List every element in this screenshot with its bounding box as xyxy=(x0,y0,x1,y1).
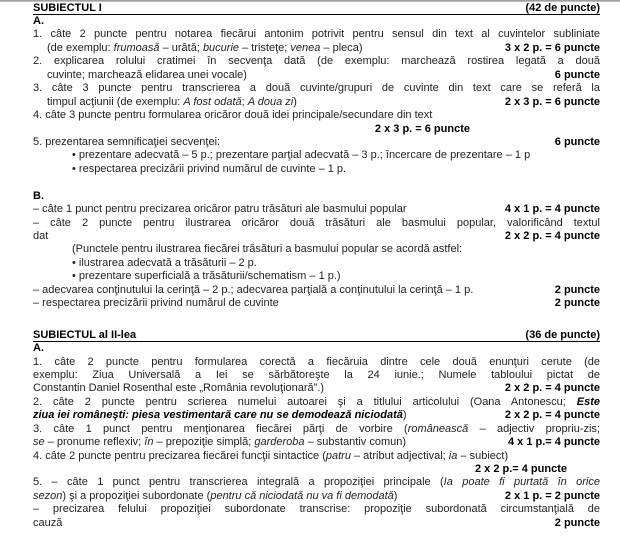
line-text xyxy=(47,42,363,55)
text-segment: – câte 1 punct pentru precizarea oricăror patru trăsături ale basmului popular xyxy=(33,203,407,216)
text-segment: • ilustrarea adecvată a trăsăturii – 2 p. xyxy=(72,256,257,269)
doc-line xyxy=(33,503,600,516)
text-segment: ) xyxy=(293,95,297,108)
text-segment: ziua iei româneşti: piesa vestimentară care nu se demodează niciodată xyxy=(33,409,403,422)
text-segment: (de exemplu: xyxy=(47,41,114,54)
text-segment: venea xyxy=(290,41,321,54)
score-label: 2 x 2 p. = 4 puncte xyxy=(504,230,600,242)
text-segment: ia xyxy=(448,449,458,462)
doc-line xyxy=(33,382,600,395)
score-label: 2 x 1 p. = 2 puncte xyxy=(504,489,600,502)
section-title: SUBIECTUL I xyxy=(33,2,102,14)
doc-line xyxy=(33,217,600,230)
text-segment: 4. câte 3 puncte pentru formularea oricăror două idei principale/secundare din text xyxy=(33,109,433,122)
doc-line xyxy=(33,517,600,530)
line-text xyxy=(47,69,247,82)
section-header xyxy=(33,2,600,15)
doc-line xyxy=(33,284,600,297)
text-segment: pentru că niciodată nu va fi demodată xyxy=(210,489,394,502)
score-label: 2 puncte xyxy=(554,283,600,296)
text-segment: – câte 2 puncte pentru ilustrarea oricăror două trăsături ale basmului popular, valorificând textul xyxy=(33,216,600,229)
text-segment: Constantin Daniel Rosenthal este „România revoluţionară”.) xyxy=(33,382,325,395)
text-segment: ) şi a propoziţiei subordonate ( xyxy=(62,489,211,502)
text-segment: 2. câte 2 puncte pentru scrierea numelui autoarei şi a titlului articolului (Oana Antonescu; xyxy=(33,395,577,408)
line-text xyxy=(33,203,407,216)
text-segment: – pleca) xyxy=(320,41,363,54)
text-segment: 4. câte 2 puncte pentru precizarea fiecărei funcţii sintactice ( xyxy=(33,449,326,462)
doc-line xyxy=(33,342,600,355)
text-segment: Este xyxy=(576,395,600,408)
text-segment: garderoba xyxy=(254,436,305,449)
line-text xyxy=(33,490,397,503)
line-text xyxy=(33,436,406,449)
text-segment: (Punctele pentru ilustrarea fiecărei trăsături a basmului popular se acordă astfel: xyxy=(72,243,463,256)
text-segment: A doua zi xyxy=(247,95,294,108)
doc-line xyxy=(33,230,600,243)
text-segment: – adecvarea conţinutului la cerinţă – 2 p.; adecvarea parţială a conţinutului la cerinţă – 1 p. xyxy=(33,283,474,296)
text-segment: ) xyxy=(393,489,398,502)
text-segment: 1. câte 2 puncte pentru formularea corectă a fiecăruia dintre cele două enunţuri cerute (de xyxy=(33,355,600,368)
doc-line xyxy=(33,15,600,28)
text-segment: patru xyxy=(325,449,351,462)
text-segment: frumoasă xyxy=(113,41,160,54)
score-label: 2 x 3 p. = 6 puncte xyxy=(504,95,600,108)
doc-line xyxy=(33,409,600,422)
line-text xyxy=(33,230,48,243)
doc-line xyxy=(33,463,600,476)
line-text xyxy=(47,96,297,109)
score-label: 2 puncte xyxy=(554,297,600,310)
doc-line xyxy=(33,243,600,256)
score-label: 4 x 1 p.= 4 puncte xyxy=(507,436,600,449)
text-segment: • prezentare superficială a trăsăturii/schematism – 1 p.) xyxy=(72,270,341,283)
text-segment: cauză xyxy=(33,516,63,529)
text-segment: 5. – câte 1 punct pentru transcrierea integrală a propoziţiei principale ( xyxy=(33,476,444,489)
doc-line xyxy=(33,55,600,68)
doc-line xyxy=(33,490,600,503)
text-segment: 5. prezentarea semnificaţiei secvenţei: xyxy=(33,135,221,148)
text-segment: – atribut adjectival; xyxy=(350,449,449,462)
doc-line xyxy=(33,123,600,136)
text-segment: 3. câte 1 punct pentru menţionarea fiecărei părţi de vorbire ( xyxy=(33,422,408,435)
doc-line xyxy=(33,270,600,283)
document-page xyxy=(0,2,620,536)
doc-line xyxy=(33,42,600,55)
text-segment: sezon xyxy=(33,489,63,502)
text-segment: cuvinte; marchează elidarea unei vocale) xyxy=(47,68,247,81)
section-points: (36 de puncte) xyxy=(525,329,600,342)
text-segment: în xyxy=(144,436,154,449)
score-label: 6 puncte xyxy=(554,68,600,81)
text-segment: se xyxy=(33,436,45,449)
text-segment: – adjectiv propriu-zis; xyxy=(468,422,600,435)
text-segment: • respectarea precizării privind numărul de cuvinte – 1 p. xyxy=(72,162,347,175)
doc-line xyxy=(33,396,600,409)
doc-line xyxy=(33,149,600,162)
doc-line xyxy=(33,82,600,95)
doc-line xyxy=(33,423,600,436)
document-body xyxy=(33,2,600,530)
text-segment: – precizarea felului propoziţiei subordonate transcrise: propoziţie subordonată circumstanţială de xyxy=(33,503,600,516)
text-segment: – substantiv comun) xyxy=(304,436,407,449)
doc-line xyxy=(33,136,600,149)
doc-line xyxy=(33,190,600,203)
text-segment: – prepoziţie simplă; xyxy=(153,436,255,449)
text-segment: dat xyxy=(33,230,49,242)
doc-line xyxy=(33,450,600,463)
line-text xyxy=(33,297,279,310)
doc-line xyxy=(33,109,600,122)
text-segment: • prezentare adecvată – 5 p.; prezentare parţial adecvată – 3 p.; încercare de prezentare – 1 p xyxy=(72,149,531,162)
doc-line xyxy=(33,369,600,382)
text-segment: bucurie xyxy=(202,41,240,54)
section-title: SUBIECTUL al II-lea xyxy=(33,329,137,342)
text-segment: exemplu: Ziua Universală a Iei se sărbătoreşte la 24 iunie.; Numele tabloului pictat de xyxy=(33,368,600,381)
score-label: 2 puncte xyxy=(554,516,600,529)
text-segment: A. xyxy=(33,342,44,355)
doc-line xyxy=(33,297,600,310)
text-segment: – respectarea precizării privind numărul de cuvinte xyxy=(33,297,279,310)
text-segment: – subiect) xyxy=(457,449,509,462)
text-segment: 2 x 2 p.= 4 puncte xyxy=(474,463,567,475)
score-label: 6 puncte xyxy=(554,135,600,148)
doc-line xyxy=(33,356,600,369)
text-segment: ; xyxy=(241,95,248,108)
doc-line xyxy=(33,257,600,270)
line-text xyxy=(33,409,407,422)
section-header xyxy=(33,329,600,342)
text-segment: timpul acţiunii (de exemplu: xyxy=(47,95,184,108)
doc-line xyxy=(33,436,600,449)
text-segment: A. xyxy=(33,15,44,27)
blank-line xyxy=(33,311,600,324)
line-text xyxy=(33,284,473,297)
text-segment: Ia poate fi purtată în orice xyxy=(443,476,600,489)
doc-line xyxy=(33,203,600,216)
doc-line xyxy=(33,28,600,41)
doc-line xyxy=(33,163,600,176)
score-label: 4 x 1 p. = 4 puncte xyxy=(504,203,600,216)
doc-line xyxy=(33,476,600,489)
doc-line xyxy=(33,69,600,82)
blank-line xyxy=(33,176,600,189)
section-points: (42 de puncte) xyxy=(525,2,600,14)
text-segment: 1. câte 2 puncte pentru notarea fiecărui antonim potrivit pentru sensul din text al cuvintelor subliniate xyxy=(33,28,600,41)
text-segment: – tristeţe; xyxy=(239,41,291,54)
line-text xyxy=(33,136,220,149)
score-label: 2 x 2 p. = 4 puncte xyxy=(504,382,600,395)
text-segment: A fost odată xyxy=(183,95,242,108)
text-segment: 2 x 3 p. = 6 puncte xyxy=(374,122,470,135)
text-segment: – urâtă; xyxy=(159,41,203,54)
line-text xyxy=(33,517,62,530)
text-segment: B. xyxy=(33,189,44,202)
score-label: 3 x 2 p. = 6 puncte xyxy=(504,41,600,54)
doc-line xyxy=(33,96,600,109)
text-segment: 2. explicarea rolului cratimei în secvenţa dată (de exemplu: marchează rostirea legată a două xyxy=(33,55,600,68)
text-segment: 3. câte 3 puncte pentru transcrierea a două cuvinte/grupuri de cuvinte din text care se referă la xyxy=(33,82,600,95)
line-text xyxy=(33,382,324,395)
text-segment: românească xyxy=(407,422,469,435)
score-label: 2 x 2 p. = 4 puncte xyxy=(504,409,600,422)
text-segment: – pronume reflexiv; xyxy=(44,436,145,449)
text-segment: ) xyxy=(402,409,407,422)
